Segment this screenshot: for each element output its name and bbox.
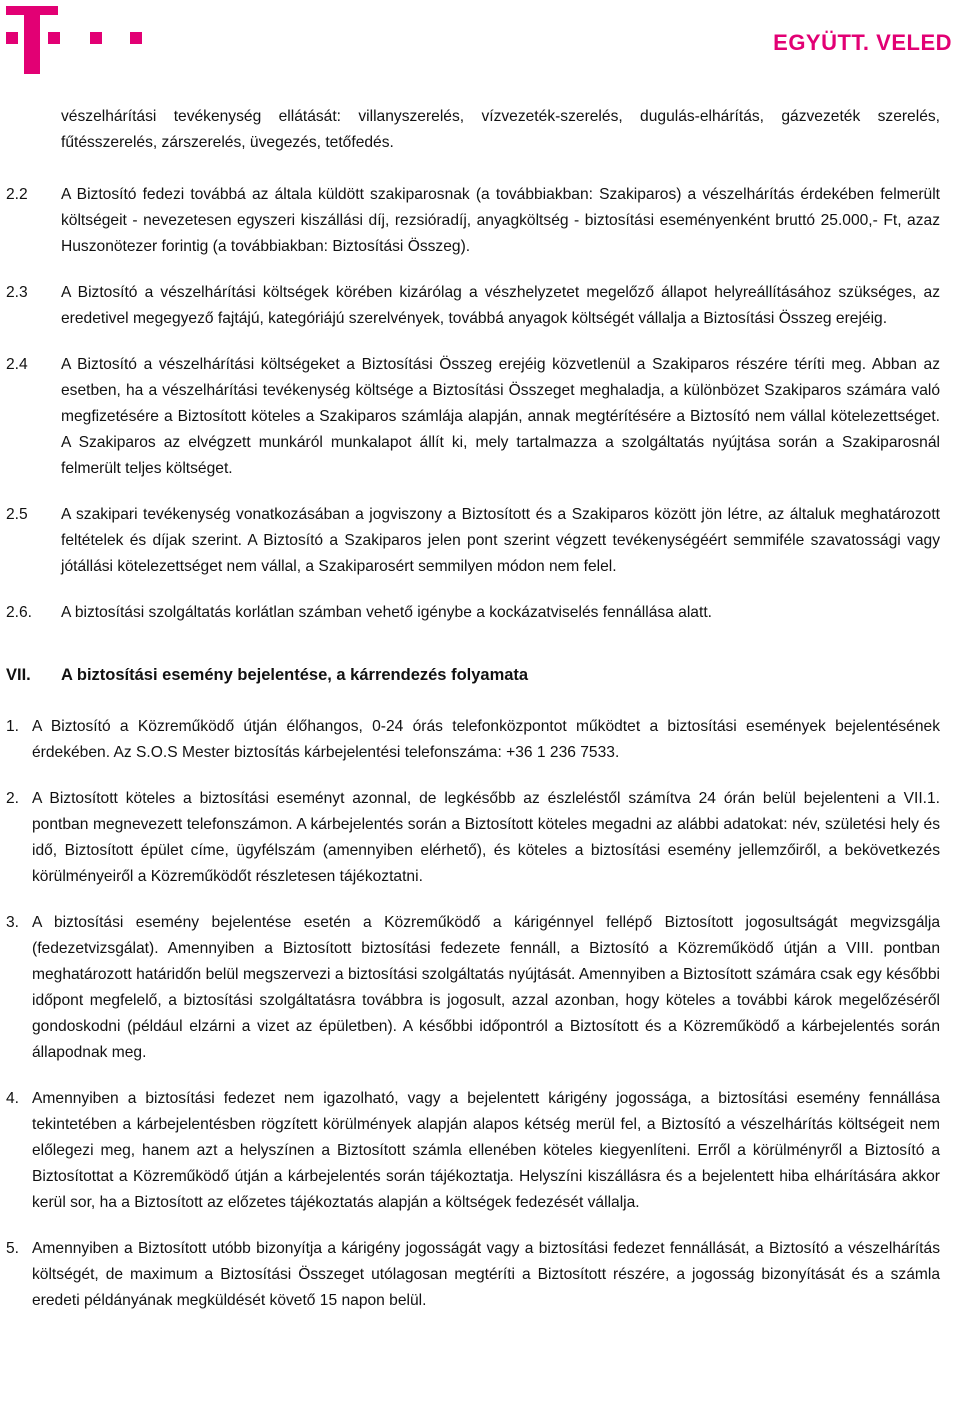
item-text: A Biztosító a Közreműködő útján élőhangos, 0-24 órás telefonközpontot működtet a biztosítási események bejelentésének érdekében. Az S.O.S Mester biztosítás kárbejelentési telefonszáma: +36 1 236 7533. bbox=[32, 718, 940, 761]
list-item-4 bbox=[0, 1086, 960, 1216]
section-2-3 bbox=[0, 280, 960, 332]
intro-paragraph: vészelhárítási tevékenység ellátását: villanyszerelés, vízvezeték-szerelés, dugulás-elhárítás, gázvezeték szerelés, fűtésszerelés, zárszerelés, üvegezés, tetőfedés. bbox=[61, 108, 940, 151]
brand-tagline: EGYÜTT. VELED bbox=[773, 30, 952, 55]
document-body bbox=[0, 104, 960, 1314]
section-number: 2.2 bbox=[6, 186, 28, 203]
item-text: A biztosítási esemény bejelentése esetén a Közreműködő a kárigénnyel fellépő Biztosított jogosultságát megvizsgálja (fedezetvizsgálat). Amennyiben a Biztosított biztosítási fedezete fennáll, a Biztosító a Közreműködő útján a VIII. pontban meghatározott határidőn belül megszervezi a biztosítási szolgáltatás nyújtását. Amennyiben a Biztosított számára csak egy későbbi időpont megfelelő, a biztosítási szolgáltatásra továbbra is jogosult, azzal azonban, hogy köteles a további károk megelőzéséről gondoskodni (például elzárni a vizet az épületben). A későbbi időpontról a Biztosított és a Közreműködő a kárbejelentés során állapodnak meg. bbox=[32, 914, 940, 1061]
section-2-2 bbox=[0, 182, 960, 260]
item-text: Amennyiben a Biztosított utóbb bizonyítja a kárigény jogosságát vagy a biztosítási fedezet fennállását, a Biztosító a vészelhárítás költségét, de maximum a Biztosítási Összeget utólagosan megtéríti a Biztosított részére, a jogosság bizonyítását és a számla eredeti példányának megküldését követő 15 napon belül. bbox=[32, 1240, 940, 1309]
item-number: 5. bbox=[6, 1240, 20, 1257]
item-text: Amennyiben a biztosítási fedezet nem igazolható, vagy a bejelentett kárigény jogossága, a biztosítási esemény fennállása tekintetében a kárbejelentésben rögzített körülmények alapján alapos kétség merül fel, a Biztosító a vészelhárítás költségeit nem előlegezi meg, hanem azt a helyszínen a Biztosított számla ellenében köteles kiegyenlíteni. Erről a körülményről a Biztosító a Biztosítottat a Közreműködő útján a kárbejelentés során tájékoztatja. Helyszíni kiszállásra és a bejelentett hiba elhárítására akkor kerül sor, ha a Biztosított az előzetes tájékoztatás alapján a költségek fedezését vállalja. bbox=[32, 1090, 940, 1211]
list-item-3 bbox=[0, 910, 960, 1066]
section-2-6 bbox=[0, 600, 960, 626]
section-2-5 bbox=[0, 502, 960, 580]
item-number: 3. bbox=[6, 914, 20, 931]
list-item-2 bbox=[0, 786, 960, 890]
section-text: A Biztosító fedezi továbbá az általa küldött szakiparosnak (a továbbiakban: Szakiparos) a vészelhárítás érdekében felmerült költségeit - nevezetesen egyszeri kiszállási díj, rezsióradíj, anyagköltség - biztosítási eseményenként bruttó 25.000,- Ft, azaz Huszonötezer forintig (a továbbiakban: Biztosítási Összeg). bbox=[61, 186, 940, 255]
item-number: 1. bbox=[6, 718, 20, 735]
section-text: A biztosítási szolgáltatás korlátlan számban vehető igénybe a kockázatviselés fennállása alatt. bbox=[61, 604, 712, 621]
section-text: A Biztosító a vészelhárítási költségeket a Biztosítási Összeg erejéig közvetlenül a Szakiparos részére téríti meg. Abban az esetben, ha a vészelhárítási tevékenység költsége a Biztosítási Összeget meghaladja, a különbözet Szakiparos számára való megfizetésére a Biztosított köteles a Szakiparos számlája alapján, annak megtérítésére a Biztosító nem vállal kötelezettséget. A Szakiparos az elvégzett munkáról munkalapot állít ki, mely tartalmazza a szolgáltatás nyújtása során a Szakiparosnál felmerült teljes költséget. bbox=[61, 356, 940, 477]
section-2-4 bbox=[0, 352, 960, 482]
section-text: A szakipari tevékenység vonatkozásában a jogviszony a Biztosított és a Szakiparos között jön létre, az általuk meghatározott feltételek és díjak szerint. A Biztosító a Szakiparos jelen pont szerint végzett tevékenységéért semmiféle szavatossági vagy jótállási kötelezettséget nem vállal, a Szakiparosért semmilyen módon nem felel. bbox=[61, 506, 940, 575]
section-number: 2.3 bbox=[6, 284, 28, 301]
chapter-title: A biztosítási esemény bejelentése, a kárrendezés folyamata bbox=[61, 666, 529, 684]
section-text: A Biztosító a vészelhárítási költségek körében kizárólag a vészhelyzetet megelőző állapot helyreállításához szükséges, az eredetivel megegyező fajtájú, kategóriájú szerelvények, továbbá anyagok költségét vállalja a Biztosítási Összeg erejéig. bbox=[61, 284, 940, 327]
chapter-number: VII. bbox=[6, 666, 31, 684]
list-item-1 bbox=[0, 714, 960, 766]
item-number: 4. bbox=[6, 1090, 20, 1107]
telekom-logo bbox=[6, 6, 146, 74]
section-number: 2.4 bbox=[6, 356, 28, 373]
item-text: A Biztosított köteles a biztosítási eseményt azonnal, de legkésőbb az észleléstől számítva 24 órán belül bejelenteni a VII.1. pontban megnevezett telefonszámon. A kárbejelentés során a Biztosított köteles megadni az alábbi adatokat: név, születési hely és idő, Biztosított épület címe, ügyfélszám (amennyiben elérhető), és köteles a biztosítási esemény jellemzőiről, a bekövetkezés körülményeiről a Közreműködőt részletesen tájékoztatni. bbox=[32, 790, 940, 885]
list-item-5 bbox=[0, 1236, 960, 1314]
chapter-heading bbox=[0, 662, 960, 688]
section-number: 2.5 bbox=[6, 506, 28, 523]
section-number: 2.6. bbox=[6, 604, 33, 621]
item-number: 2. bbox=[6, 790, 20, 807]
